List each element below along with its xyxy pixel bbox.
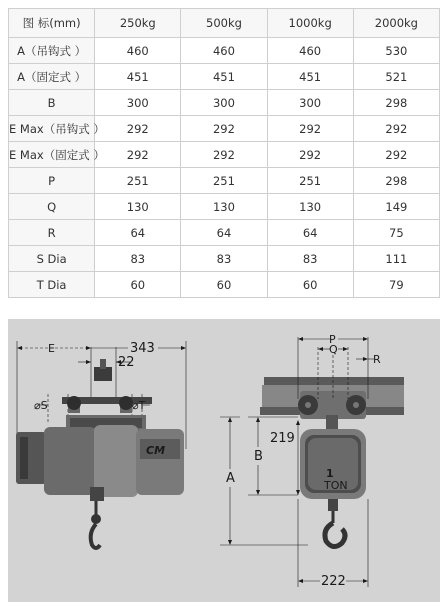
table-row	[9, 116, 440, 142]
table-cell: 83	[181, 246, 267, 272]
row-label: E Max（固定式 ）	[9, 142, 95, 168]
label-e: E	[48, 342, 55, 355]
table-cell: 64	[181, 220, 267, 246]
label-phi-t: ⌀T	[132, 399, 146, 412]
table-cell: 292	[267, 142, 353, 168]
front-hook	[325, 499, 345, 547]
side-trolley	[62, 359, 152, 431]
spec-table	[8, 8, 440, 298]
label-b: B	[254, 449, 263, 464]
drawing-svg	[8, 319, 440, 602]
table-cell: 79	[353, 272, 439, 298]
label-a: A	[226, 471, 235, 486]
row-label: R	[9, 220, 95, 246]
header-cell: 1000kg	[267, 9, 353, 38]
table-cell: 83	[267, 246, 353, 272]
capacity-number: 1	[326, 467, 334, 480]
header-cell: 图 标(mm)	[9, 9, 95, 38]
front-hoist-body	[300, 429, 366, 499]
table-cell: 451	[267, 64, 353, 90]
table-cell: 292	[353, 142, 439, 168]
brand-logo: CM	[146, 444, 166, 457]
row-label: B	[9, 90, 95, 116]
front-trolley	[298, 391, 366, 431]
label-343: 343	[130, 341, 155, 356]
row-label: E Max（吊钩式 ）	[9, 116, 95, 142]
table-row	[9, 246, 440, 272]
table-cell: 83	[95, 246, 181, 272]
table-cell: 460	[181, 38, 267, 64]
table-cell: 460	[95, 38, 181, 64]
table-cell: 130	[181, 194, 267, 220]
table-cell: 64	[267, 220, 353, 246]
table-cell: 130	[267, 194, 353, 220]
label-22: 22	[118, 355, 135, 370]
table-cell: 60	[95, 272, 181, 298]
table-cell: 530	[353, 38, 439, 64]
label-222: 222	[321, 574, 346, 589]
table-row	[9, 272, 440, 298]
table-cell: 149	[353, 194, 439, 220]
label-phi-s: ⌀S	[34, 399, 48, 412]
table-cell: 251	[95, 168, 181, 194]
table-cell: 460	[267, 38, 353, 64]
row-label: T Dia	[9, 272, 95, 298]
table-cell: 60	[181, 272, 267, 298]
table-cell: 292	[181, 142, 267, 168]
table-cell: 75	[353, 220, 439, 246]
table-cell: 300	[181, 90, 267, 116]
label-q: Q	[329, 343, 338, 356]
side-hoist-body	[16, 425, 184, 497]
table-cell: 251	[181, 168, 267, 194]
table-row	[9, 220, 440, 246]
table-cell: 292	[95, 116, 181, 142]
table-cell: 298	[353, 90, 439, 116]
table-cell: 111	[353, 246, 439, 272]
table-cell: 292	[353, 116, 439, 142]
header-cell: 250kg	[95, 9, 181, 38]
table-cell: 60	[267, 272, 353, 298]
table-row	[9, 142, 440, 168]
table-cell: 451	[95, 64, 181, 90]
table-row	[9, 194, 440, 220]
row-label: P	[9, 168, 95, 194]
table-cell: 292	[181, 116, 267, 142]
table-row	[9, 168, 440, 194]
table-cell: 521	[353, 64, 439, 90]
capacity-unit: TON	[324, 479, 348, 492]
row-label: A（固定式 ）	[9, 64, 95, 90]
table-cell: 451	[181, 64, 267, 90]
row-label: A（吊钩式 ）	[9, 38, 95, 64]
row-label: S Dia	[9, 246, 95, 272]
header-cell: 500kg	[181, 9, 267, 38]
label-219: 219	[270, 431, 295, 446]
table-row	[9, 90, 440, 116]
table-cell: 300	[95, 90, 181, 116]
hoist-dimension-drawing	[8, 319, 440, 602]
table-row	[9, 64, 440, 90]
table-cell: 292	[267, 116, 353, 142]
table-cell: 300	[267, 90, 353, 116]
table-row	[9, 38, 440, 64]
table-cell: 298	[353, 168, 439, 194]
table-cell: 292	[95, 142, 181, 168]
table-header-row	[9, 9, 440, 38]
label-p: P	[329, 333, 336, 346]
side-hook	[90, 487, 104, 548]
table-cell: 130	[95, 194, 181, 220]
row-label: Q	[9, 194, 95, 220]
header-cell: 2000kg	[353, 9, 439, 38]
table-cell: 251	[267, 168, 353, 194]
table-cell: 64	[95, 220, 181, 246]
label-r: R	[373, 353, 381, 366]
